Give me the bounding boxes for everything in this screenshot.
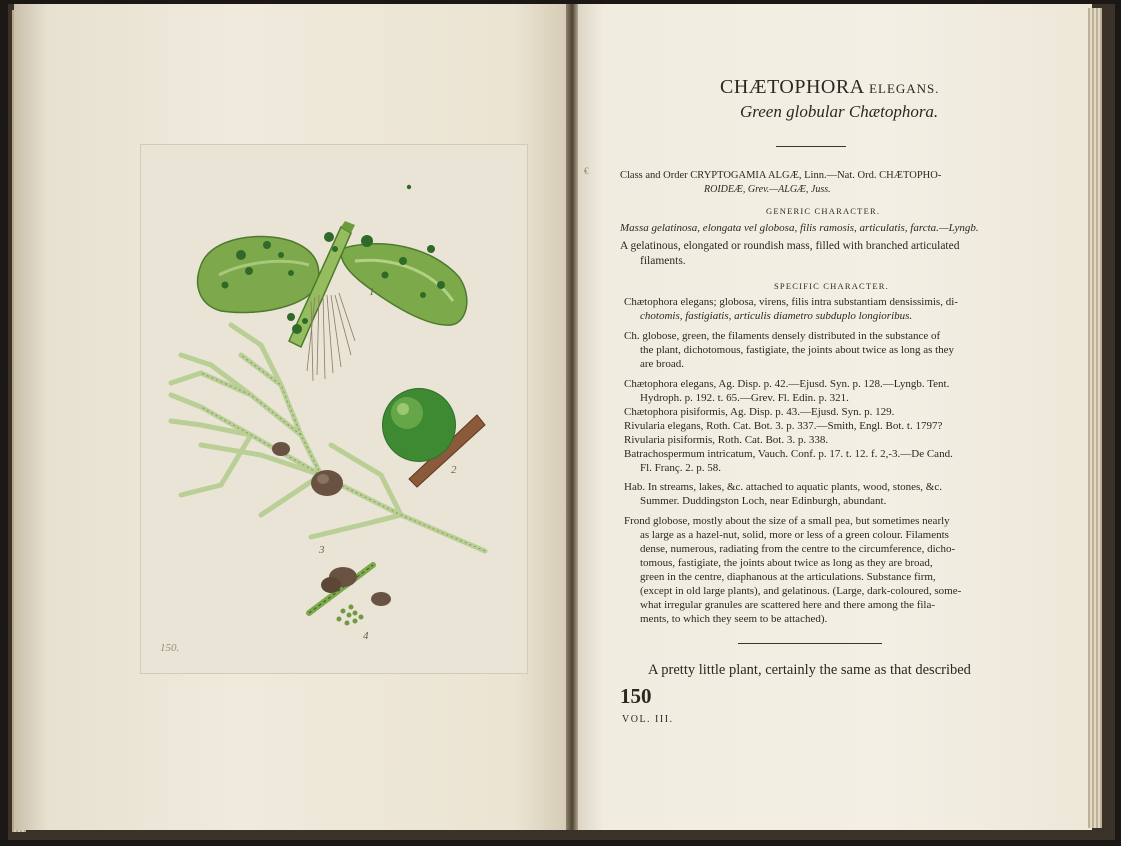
generic-character-english-2: filaments. [640,255,686,267]
text-line: Hab. In streams, lakes, &c. attached to aquatic plants, wood, stones, &c. [624,481,942,493]
text-line: Summer. Duddingston Loch, near Edinburgh, abundant. [640,495,887,507]
text-line: Ch. globose, green, the filaments densely distributed in the substance of [624,330,941,342]
specific-character-heading: SPECIFIC CHARACTER. [774,281,889,291]
text-line: Rivularia pisiformis, Roth. Cat. Bot. 3. p. 338. [624,434,829,446]
page-number: 150 [620,684,652,708]
margin-mark: € [584,166,589,176]
generic-character-heading: GENERIC CHARACTER. [766,206,881,216]
page-edges-right [1088,8,1102,828]
plate-illustration [141,145,527,673]
classification-line-1: Class and Order CRYPTOGAMIA ALGÆ, Linn.—Nat. Ord. CHÆTOPHO- [620,170,942,181]
text-line: tomous, fastigiate, the joints about twice as long as they are broad, [640,557,933,569]
generic-character-english-1: A gelatinous, elongated or roundish mass, filled with branched articulated [620,240,960,252]
text-line: the plant, dichotomous, fastigiate, the joints about twice as long as they [640,344,955,356]
figure-4-granules [309,565,391,642]
figure-2-globe [382,388,485,487]
volume-label: VOL. III. [622,714,674,725]
figure-1-frond [198,185,467,381]
text-line: green in the centre, diaphanous at the articulations. Substance firm, [640,571,936,583]
figure-label-3: 3 [319,544,325,556]
plate-number: 150. [160,642,180,654]
text-line: Hydroph. p. 192. t. 65.—Grev. Fl. Edin. p. 321. [640,392,849,404]
text-line: (except in old large plants), and gelatinous. (Large, dark-coloured, some- [640,585,962,597]
text-line: Chætophora elegans, Ag. Disp. p. 42.—Ejusd. Syn. p. 128.—Lyngb. Tent. [624,378,950,390]
text-line: Batrachospermum intricatum, Vauch. Conf. p. 17. t. 12. f. 2,-3.—De Cand. [624,448,953,460]
figure-label-4: 4 [363,630,369,642]
text-line: Chætophora pisiformis, Ag. Disp. p. 43.—Ejusd. Syn. p. 129. [624,406,895,418]
text-line: what irregular granules are scattered here and there among the fila- [640,599,936,611]
text-line: Chætophora elegans; globosa, virens, filis intra substantiam densissimis, di- [624,296,958,308]
text-line: as large as a hazel-nut, solid, more or less of a green colour. Filaments [640,529,949,541]
text-line: are broad. [640,358,684,370]
section-rule [738,643,882,644]
page-subtitle: Green globular Chætophora. [740,102,939,121]
generic-character-latin: Massa gelatinosa, elongata vel globosa, filis ramosis, articulatis, farcta.—Lyngb. [620,222,979,234]
title-small-caps: ELEGANS. [869,81,940,96]
body-paragraph-start: A pretty little plant, certainly the same as that described [648,662,971,678]
text-line: dense, numerous, radiating from the centre to the circumference, dicho- [640,543,956,555]
text-line: Rivularia elegans, Roth. Cat. Bot. 3. p. 337.—Smith, Engl. Bot. t. 1797? [624,420,943,432]
classification-line-2: ROIDEÆ, Grev.—ALGÆ, Juss. [704,184,831,195]
figure-label-2: 2 [451,464,457,476]
title-rule [776,146,846,147]
title-main: CHÆTOPHORA [720,76,870,98]
text-line: Frond globose, mostly about the size of a small pea, but sometimes nearly [624,515,950,527]
figure-label-1: 1 [369,286,375,298]
text-line: ments, to which they seem to be attached). [640,613,828,625]
botanical-plate [140,144,528,674]
text-line: chotomis, fastigiatis, articulis diametro subduplo longioribus. [640,310,913,322]
text-line: Fl. Franç. 2. p. 58. [640,462,721,474]
page-title [720,76,940,99]
